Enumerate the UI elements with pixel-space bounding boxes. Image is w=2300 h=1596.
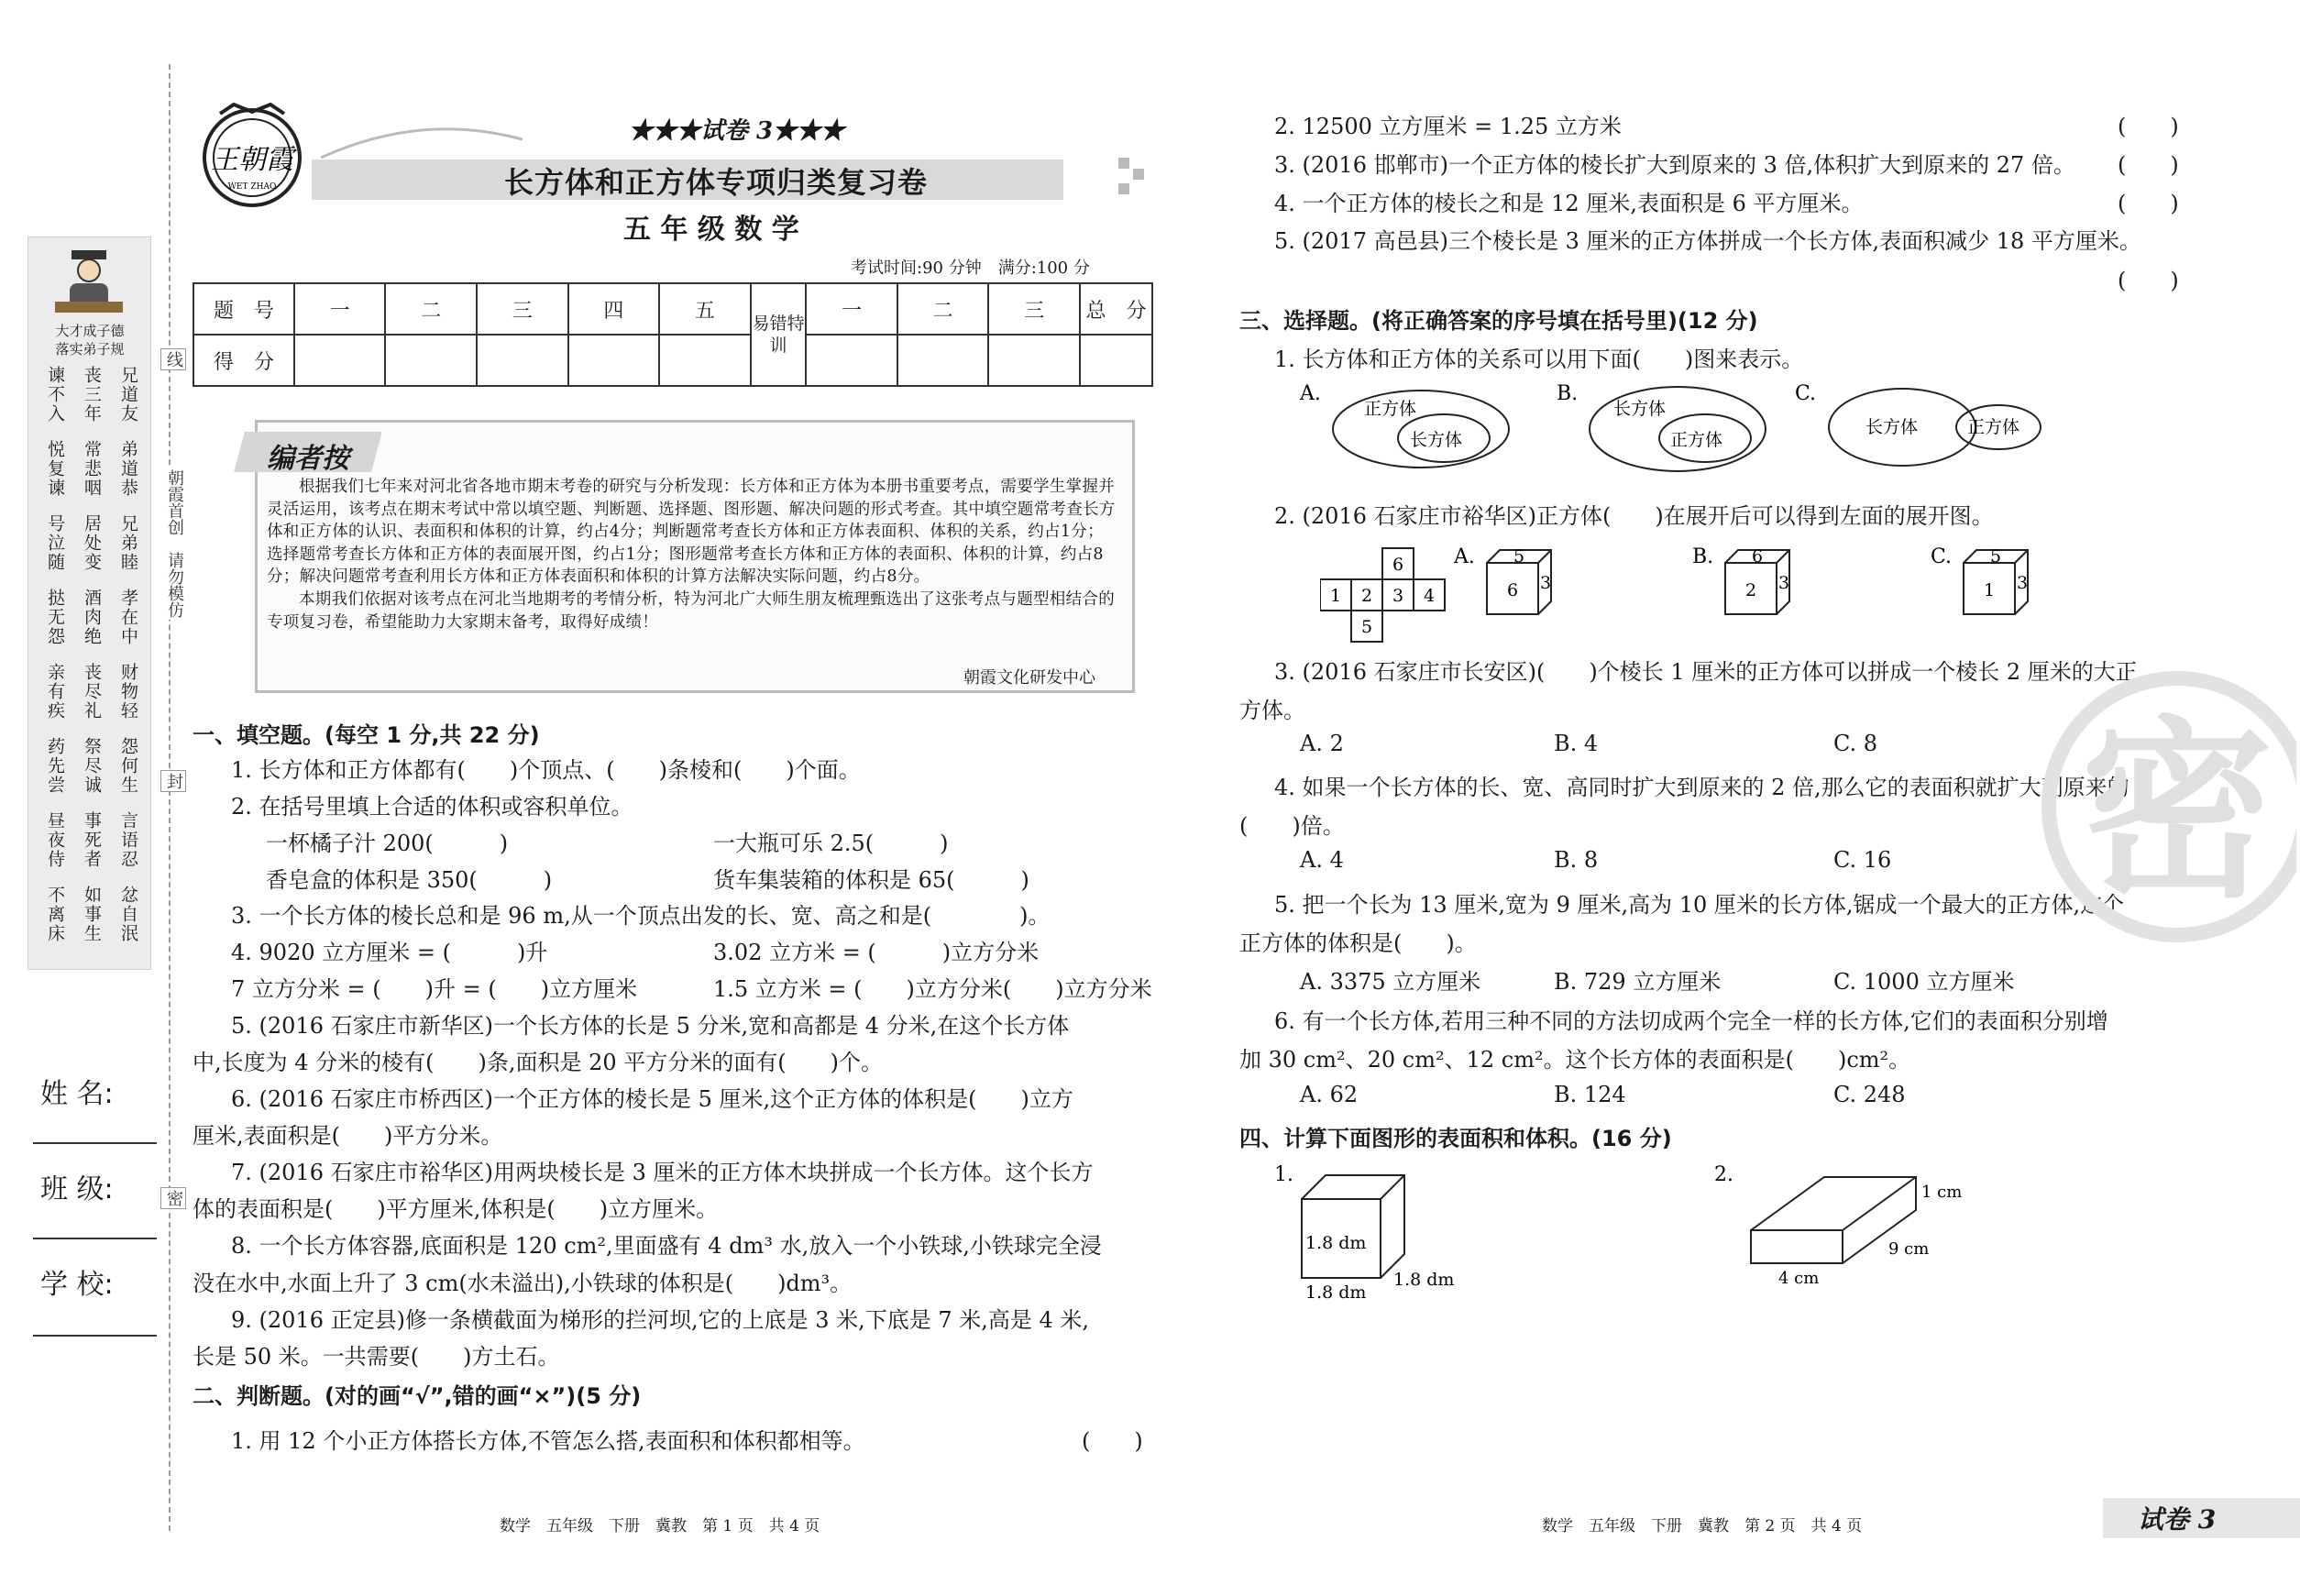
cube-face-number: 1	[1983, 580, 1996, 600]
score-cell[interactable]	[1080, 335, 1152, 386]
poem-column: 居处变	[82, 514, 102, 572]
fill-blank-line: 3.02 立方米 = ( )立方分米	[713, 940, 1040, 965]
choice-q6-line2: 加 30 cm²、20 cm²、12 cm²。这个长方体的表面积是( )cm²。	[1239, 1047, 1911, 1073]
motto	[36, 322, 144, 358]
fill-blank-line: 9. (2016 正定县)修一条横截面为梯形的拦河坝,它的上底是 3 米,下底是 7 米,高是 4 米,	[231, 1307, 1090, 1333]
choice-q3-opt-b: B. 4	[1554, 731, 1599, 756]
judge-q2: 2. 12500 立方厘米 = 1.25 立方米	[1274, 114, 1622, 139]
poem-column: 挞无怨	[45, 589, 65, 646]
judge-q1-answer[interactable]: ( )	[1082, 1428, 1143, 1454]
venn-b-inner-label: 正方体	[1670, 430, 1723, 450]
net-face-6: 6	[1392, 555, 1404, 575]
score-header-cell: 总 分	[1080, 283, 1152, 335]
option-cubec	[1931, 545, 2028, 614]
logo-subtext: WET ZHAO	[227, 182, 277, 192]
cube-face-number: 3	[2016, 573, 2029, 593]
judge-q5-answer[interactable]: ( )	[2118, 268, 2179, 293]
judge-q2-answer[interactable]: ( )	[2118, 114, 2179, 139]
fill-blank-line: 没在水中,水面上升了 3 cm(水未溢出),小铁球的体积是( )dm³。	[193, 1271, 853, 1296]
fill-blank-line: 7. (2016 石家庄市裕华区)用两块棱长是 3 厘米的正方体木块拼成一个长方体。这个长方	[231, 1160, 1094, 1185]
choice-q4-opt-b: B. 8	[1554, 847, 1599, 873]
footer-page-1: 数学 五年级 下册 冀教 第 1 页 共 4 页	[500, 1517, 820, 1535]
fill-blank-line: 一大瓶可乐 2.5( )	[713, 831, 949, 856]
choice-q3-line1: 3. (2016 石家庄市长安区)( )个棱长 1 厘米的正方体可以拼成一个棱长 2 厘米的大正	[1274, 659, 2138, 685]
choice-q1: 1. 长方体和正方体的关系可以用下面( )图来表示。	[1274, 347, 1804, 372]
poem-column: 孝在中	[118, 589, 138, 646]
choice-q4-line1: 4. 如果一个长方体的长、宽、高同时扩大到原来的 2 倍,那么它的表面积就扩大到原来的	[1274, 775, 2129, 800]
score-header-cell: 题 号	[193, 283, 294, 335]
fill-blank-line: 5. (2016 石家庄市新华区)一个长方体的长是 5 分米,宽和高都是 4 分米,在这个长方体	[231, 1013, 1070, 1039]
choice-q3-opt-c: C. 8	[1833, 731, 1878, 756]
poem-column: 兄弟睦	[118, 514, 138, 572]
fold-label-secret: 密	[160, 1187, 186, 1209]
score-header-row	[193, 283, 1152, 335]
fill-blank-line: 厘米,表面积是( )平方分米。	[193, 1123, 503, 1149]
net-face-2: 2	[1360, 586, 1373, 606]
name-field[interactable]	[33, 1142, 157, 1144]
choice-q4-opt-c: C. 16	[1833, 847, 1892, 873]
fold-label-seal: 封	[160, 770, 186, 792]
choice-q5-opt-b: B. 729 立方厘米	[1554, 969, 1722, 995]
exam-info: 考试时间:90 分钟 满分:100 分	[851, 259, 1090, 278]
score-value-row	[193, 335, 1152, 386]
cube-face-number: 2	[1744, 580, 1757, 600]
score-table	[193, 282, 1153, 387]
fill-blank-line: 8. 一个长方体容器,底面积是 120 cm²,里面盛有 4 dm³ 水,放入一个小铁球,小铁球完全浸	[231, 1233, 1102, 1259]
figure-1-height: 1.8 dm	[1305, 1233, 1367, 1253]
poem-column: 祭尽诚	[82, 737, 102, 795]
figure-1-number: 1.	[1274, 1163, 1293, 1186]
score-header-cell: 二	[897, 283, 989, 335]
poem-column: 号泣随	[45, 514, 65, 572]
score-header-cell: 一	[294, 283, 386, 335]
scholar-icon	[51, 247, 127, 320]
cube-option-label: A.	[1454, 545, 1475, 568]
poem-column: 不离床	[45, 886, 65, 943]
score-cell[interactable]	[988, 335, 1080, 386]
venn-c-label-2: 正方体	[1967, 417, 2020, 437]
fill-blank-line: 6. (2016 石家庄市桥西区)一个正方体的棱长是 5 厘米,这个正方体的体积是( )立方	[231, 1086, 1073, 1112]
score-header-cell: 三	[477, 283, 568, 335]
choice-q3-opt-a: A. 2	[1300, 731, 1344, 756]
note-paragraph-1: 根据我们七年来对河北省各地市期末考卷的研究与分析发现：长方体和正方体为本册书重要考点，需要学生掌握并灵活运用，该考点在期末考试中常以填空题、判断题、选择题、图形题、解决问题的形式考查。其中填空题常考查长方体和正方体的认识、表面积和体积的计算，约占4分；判断题常考查长方体和正方体表面积、体积的关系，约占1分；选择题常考查长方体和正方体的表面展开图，约占1分；图形题常考查长方体和正方体的表面积、体积的计算，约占8分；解决问题常考查利用长方体和正方体表面积和体积的计算方法解决实际问题，约占8分。	[267, 478, 1116, 587]
page-title: 长方体和正方体专项归类复习卷	[504, 165, 929, 200]
editor-note	[255, 420, 1135, 693]
section-4-title: 四、计算下面图形的表面积和体积。(16 分)	[1239, 1126, 1672, 1151]
cube-face-number: 6	[1506, 580, 1519, 600]
fill-blank-line: 7 立方分米 = ( )升 = ( )立方厘米	[231, 976, 638, 1002]
venn-a-inner-label: 长方体	[1410, 430, 1463, 450]
choice-q3-line2: 方体。	[1239, 698, 1305, 723]
poem-column: 怨何生	[118, 737, 138, 795]
figure-2-length: 4 cm	[1778, 1269, 1820, 1288]
judge-q4: 4. 一个正方体的棱长之和是 12 厘米,表面积是 6 平方厘米。	[1274, 191, 1864, 216]
side-strip	[28, 237, 151, 970]
score-header-cell: 一	[806, 283, 897, 335]
judge-q3-answer[interactable]: ( )	[2118, 152, 2179, 178]
score-cell[interactable]	[294, 335, 386, 386]
poem-column: 事死者	[82, 811, 102, 869]
cube-net-figures	[1320, 543, 2081, 644]
section-1-title: 一、填空题。(每空 1 分,共 22 分)	[193, 722, 540, 748]
section-2-title: 二、判断题。(对的画“√”,错的画“×”)(5 分)	[193, 1383, 642, 1409]
fill-blank-line: 中,长度为 4 分米的棱有( )条,面积是 20 平方分米的面有( )个。	[193, 1050, 884, 1075]
poem-column: 常悲咽	[82, 440, 102, 498]
choice-q6-line1: 6. 有一个长方体,若用三种不同的方法切成两个完全一样的长方体,它们的表面积分别增	[1274, 1008, 2108, 1034]
note-signature: 朝霞文化研发中心	[963, 668, 1095, 688]
fill-blank-line: 1. 长方体和正方体都有( )个顶点、( )条棱和( )个面。	[231, 757, 861, 783]
score-cell[interactable]	[385, 335, 477, 386]
secret-stamp-text: 密	[2080, 698, 2274, 924]
cube-face-number: 6	[1751, 546, 1764, 567]
figure-1-cube	[1302, 1175, 1404, 1278]
choice-q2: 2. (2016 石家庄市裕华区)正方体( )在展开后可以得到左面的展开图。	[1274, 503, 1994, 529]
choice-q5-line2: 正方体的体积是( )。	[1239, 930, 1477, 956]
score-cell[interactable]	[568, 335, 660, 386]
choice-q4-line2: ( )倍。	[1239, 813, 1345, 839]
poem-column: 药先尝	[45, 737, 65, 795]
venn-c-label-1: 长方体	[1865, 417, 1919, 437]
poem-column: 谏不入	[45, 366, 65, 424]
poem-column: 悦复谏	[45, 440, 65, 498]
class-label: 班 级:	[40, 1173, 114, 1205]
poem-column: 言语忍	[118, 811, 138, 869]
score-cell[interactable]	[806, 335, 897, 386]
net-face-5: 5	[1360, 617, 1373, 637]
footer-tag: 试卷 3	[2138, 1504, 2217, 1535]
cube-option-label: B.	[1692, 545, 1714, 568]
page-subtitle: 五 年 级 数 学	[623, 214, 799, 246]
name-label: 姓 名:	[40, 1078, 114, 1110]
score-header-cell: 四	[568, 283, 660, 335]
poem-block	[34, 366, 146, 962]
footer-page-2: 数学 五年级 下册 冀教 第 2 页 共 4 页	[1542, 1517, 1863, 1535]
fold-line	[169, 64, 171, 1531]
poem-column: 丧三年	[82, 366, 102, 424]
judge-q5: 5. (2017 高邑县)三个棱长是 3 厘米的正方体拼成一个长方体,表面积减少 18 平方厘米。	[1274, 228, 2141, 254]
choice-q4-opt-a: A. 4	[1300, 847, 1344, 873]
net-face-1: 1	[1329, 586, 1342, 606]
poem-column: 财物轻	[118, 663, 138, 721]
poem-column: 兄道友	[118, 366, 138, 424]
figure-2-number: 2.	[1714, 1163, 1733, 1186]
school-label: 学 校:	[40, 1269, 114, 1301]
figure-2-width: 9 cm	[1888, 1239, 1930, 1259]
figure-1-width: 1.8 dm	[1393, 1270, 1455, 1290]
poem-column: 酒肉绝	[82, 589, 102, 646]
figure-2-height: 1 cm	[1921, 1183, 1963, 1202]
class-field[interactable]	[33, 1238, 157, 1239]
net-face-3: 3	[1392, 586, 1404, 606]
net-face-4: 4	[1423, 586, 1436, 606]
score-cell[interactable]	[659, 335, 751, 386]
choice-q5-line1: 5. 把一个长为 13 厘米,宽为 9 厘米,高为 10 厘米的长方体,锯成一个最大的正方体,这个	[1274, 892, 2125, 918]
secret-stamp-icon	[2030, 633, 2296, 981]
choice-q6-opt-c: C. 248	[1833, 1082, 1906, 1107]
fill-blank-line: 3. 一个长方体的棱长总和是 96 m,从一个顶点出发的长、宽、高之和是( )。	[231, 903, 1051, 929]
venn-option-a: A.	[1300, 382, 1321, 405]
judge-q1: 1. 用 12 个小正方体搭长方体,不管怎么搭,表面积和体积都相等。	[231, 1428, 865, 1454]
fill-blank-line: 4. 9020 立方厘米 = ( )升	[231, 940, 548, 965]
note-title: 编者按	[267, 443, 349, 475]
cube-face-number: 5	[1513, 546, 1525, 567]
option-cubeb	[1692, 545, 1789, 614]
logo-icon: 王朝霞	[211, 144, 293, 176]
choice-q5-opt-a: A. 3375 立方厘米	[1300, 969, 1481, 995]
section-3-title: 三、选择题。(将正确答案的序号填在括号里)(12 分)	[1239, 308, 1758, 334]
poem-column: 昼夜侍	[45, 811, 65, 869]
fill-blank-line: 2. 在括号里填上合适的体积或容积单位。	[231, 794, 633, 820]
fill-blank-line: 一杯橘子汁 200( )	[266, 831, 509, 856]
school-field[interactable]	[33, 1335, 157, 1337]
solid-figures	[1265, 1157, 1998, 1304]
figure-1-length: 1.8 dm	[1305, 1282, 1367, 1303]
cube-face-number: 5	[1989, 546, 2002, 567]
poem-column: 弟道恭	[118, 440, 138, 498]
score-header-cell: 五	[659, 283, 751, 335]
venn-diagrams	[1293, 374, 2044, 484]
score-header-cell: 易错特训	[751, 283, 807, 386]
venn-option-b: B.	[1557, 382, 1579, 405]
cube-option-label: C.	[1931, 545, 1953, 568]
fold-label-line: 线	[160, 348, 186, 370]
fold-label-notice: 朝霞首创 请勿模仿	[153, 468, 186, 620]
score-header-cell: 二	[385, 283, 477, 335]
fill-blank-line: 长是 50 米。一共需要( )方土石。	[193, 1344, 560, 1370]
option-cubea	[1453, 545, 1551, 614]
poem-column: 如事生	[82, 886, 102, 943]
choice-q6-opt-b: B. 124	[1554, 1082, 1626, 1107]
fill-blank-line: 香皂盒的体积是 350( )	[266, 867, 553, 893]
choice-q6-opt-a: A. 62	[1300, 1082, 1359, 1107]
venn-b-outer-label: 长方体	[1613, 399, 1667, 419]
paper-number: ★★★试卷 3★★★	[629, 117, 845, 145]
fill-blank-line: 货车集装箱的体积是 65( )	[713, 867, 1029, 893]
cube-face-number: 3	[1777, 573, 1790, 593]
motto-line-2: 落实弟子规	[55, 341, 125, 358]
choice-q5-opt-c: C. 1000 立方厘米	[1833, 969, 2015, 995]
score-header-cell: 三	[988, 283, 1080, 335]
fill-blank-line: 1.5 立方米 = ( )立方分米( )立方分米	[713, 976, 1152, 1002]
score-cell[interactable]	[897, 335, 989, 386]
judge-q4-answer[interactable]: ( )	[2118, 191, 2179, 216]
venn-option-c: C.	[1795, 382, 1817, 405]
venn-a-outer-label: 正方体	[1364, 399, 1417, 419]
motto-line-1: 大才成子德	[55, 323, 125, 339]
fill-blank-line: 体的表面积是( )平方厘米,体积是( )立方厘米。	[193, 1196, 719, 1222]
judge-q3: 3. (2016 邯郸市)一个正方体的棱长扩大到原来的 3 倍,体积扩大到原来的 27 倍。	[1274, 152, 2075, 178]
poem-column: 亲有疾	[45, 663, 65, 721]
poem-column: 忿自泯	[118, 886, 138, 943]
score-cell[interactable]	[477, 335, 568, 386]
cube-face-number: 3	[1539, 573, 1552, 593]
note-paragraph-2: 本期我们依据对该考点在河北当地期考的考情分析，特为河北广大师生朋友梳理甄选出了这张考点与题型相结合的专项复习卷，希望能助力大家期末备考，取得好成绩！	[267, 589, 1115, 632]
poem-column: 丧尽礼	[82, 663, 102, 721]
score-row-label: 得 分	[193, 335, 294, 386]
